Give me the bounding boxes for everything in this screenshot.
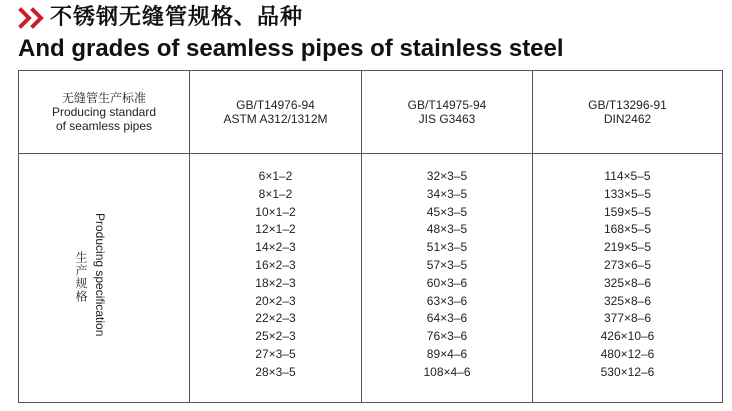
page-title-en: And grades of seamless pipes of stainless steel bbox=[18, 35, 564, 62]
spec-value: 108×4–6 bbox=[423, 364, 471, 379]
spec-value: 51×3–5 bbox=[426, 240, 468, 255]
spec-column-3 bbox=[533, 168, 722, 382]
spec-value: 219×5–5 bbox=[603, 240, 652, 255]
spec-side-label bbox=[19, 153, 189, 402]
standard-code: DIN2462 bbox=[603, 112, 652, 126]
spec-value: 60×3–6 bbox=[426, 275, 468, 290]
side-label-cn: 生产规格 bbox=[74, 251, 88, 303]
double-chevron-icon bbox=[18, 6, 48, 30]
standard-code: GB/T14975-94 bbox=[407, 98, 487, 112]
spec-value: 63×3–6 bbox=[426, 293, 468, 308]
header-label-line: 无缝管生产标准 bbox=[61, 91, 146, 105]
spec-value: 34×3–5 bbox=[426, 186, 468, 201]
standard-code: JIS G3463 bbox=[418, 112, 476, 126]
header-label-line: Producing standard bbox=[51, 105, 157, 119]
spec-value: 10×1–2 bbox=[255, 204, 296, 219]
spec-value: 159×5–5 bbox=[603, 204, 652, 219]
spec-value: 325×8–6 bbox=[603, 275, 652, 290]
side-label-en: Producing specification bbox=[93, 213, 107, 337]
spec-value: 273×6–5 bbox=[603, 257, 652, 272]
spec-value: 426×10–6 bbox=[600, 329, 655, 344]
standard-code: GB/T13296-91 bbox=[588, 98, 667, 112]
standard-header-col-3 bbox=[533, 71, 722, 153]
spec-table bbox=[18, 70, 723, 403]
spec-value: 480×12–6 bbox=[600, 346, 655, 361]
standard-header-col-1 bbox=[190, 71, 361, 153]
spec-column-1 bbox=[190, 168, 361, 382]
spec-value: 8×1–2 bbox=[258, 186, 293, 201]
spec-value: 89×4–6 bbox=[426, 346, 468, 361]
spec-value: 16×2–3 bbox=[255, 257, 296, 272]
header-label-line: of seamless pipes bbox=[55, 119, 153, 133]
spec-value: 57×3–5 bbox=[426, 257, 468, 272]
page-header bbox=[0, 0, 732, 68]
spec-value: 22×2–3 bbox=[255, 311, 296, 326]
page-title-cn: 不锈钢无缝管规格、品种 bbox=[50, 4, 304, 29]
spec-value: 76×3–6 bbox=[426, 329, 468, 344]
spec-value: 20×2–3 bbox=[255, 293, 296, 308]
spec-value: 18×2–3 bbox=[255, 275, 296, 290]
spec-value: 14×2–3 bbox=[255, 240, 296, 255]
spec-value: 12×1–2 bbox=[255, 222, 296, 237]
spec-value: 530×12–6 bbox=[600, 364, 655, 379]
spec-value: 325×8–6 bbox=[603, 293, 652, 308]
spec-value: 28×3–5 bbox=[255, 364, 296, 379]
spec-value: 25×2–3 bbox=[255, 329, 296, 344]
spec-value: 48×3–5 bbox=[426, 222, 468, 237]
spec-value: 45×3–5 bbox=[426, 204, 468, 219]
standard-code: ASTM A312/1312M bbox=[223, 112, 328, 126]
spec-value: 27×3–5 bbox=[255, 346, 296, 361]
spec-column-2 bbox=[362, 168, 532, 382]
spec-value: 32×3–5 bbox=[426, 169, 468, 183]
spec-value: 64×3–6 bbox=[426, 311, 468, 326]
spec-value: 6×1–2 bbox=[258, 169, 293, 183]
standard-header-label bbox=[19, 71, 189, 153]
standard-header-col-2 bbox=[362, 71, 532, 153]
standard-code: GB/T14976-94 bbox=[236, 98, 315, 112]
spec-value: 133×5–5 bbox=[603, 186, 652, 201]
spec-value: 377×8–6 bbox=[603, 311, 652, 326]
spec-value: 114×5–5 bbox=[604, 169, 651, 183]
spec-value: 168×5–5 bbox=[603, 222, 652, 237]
